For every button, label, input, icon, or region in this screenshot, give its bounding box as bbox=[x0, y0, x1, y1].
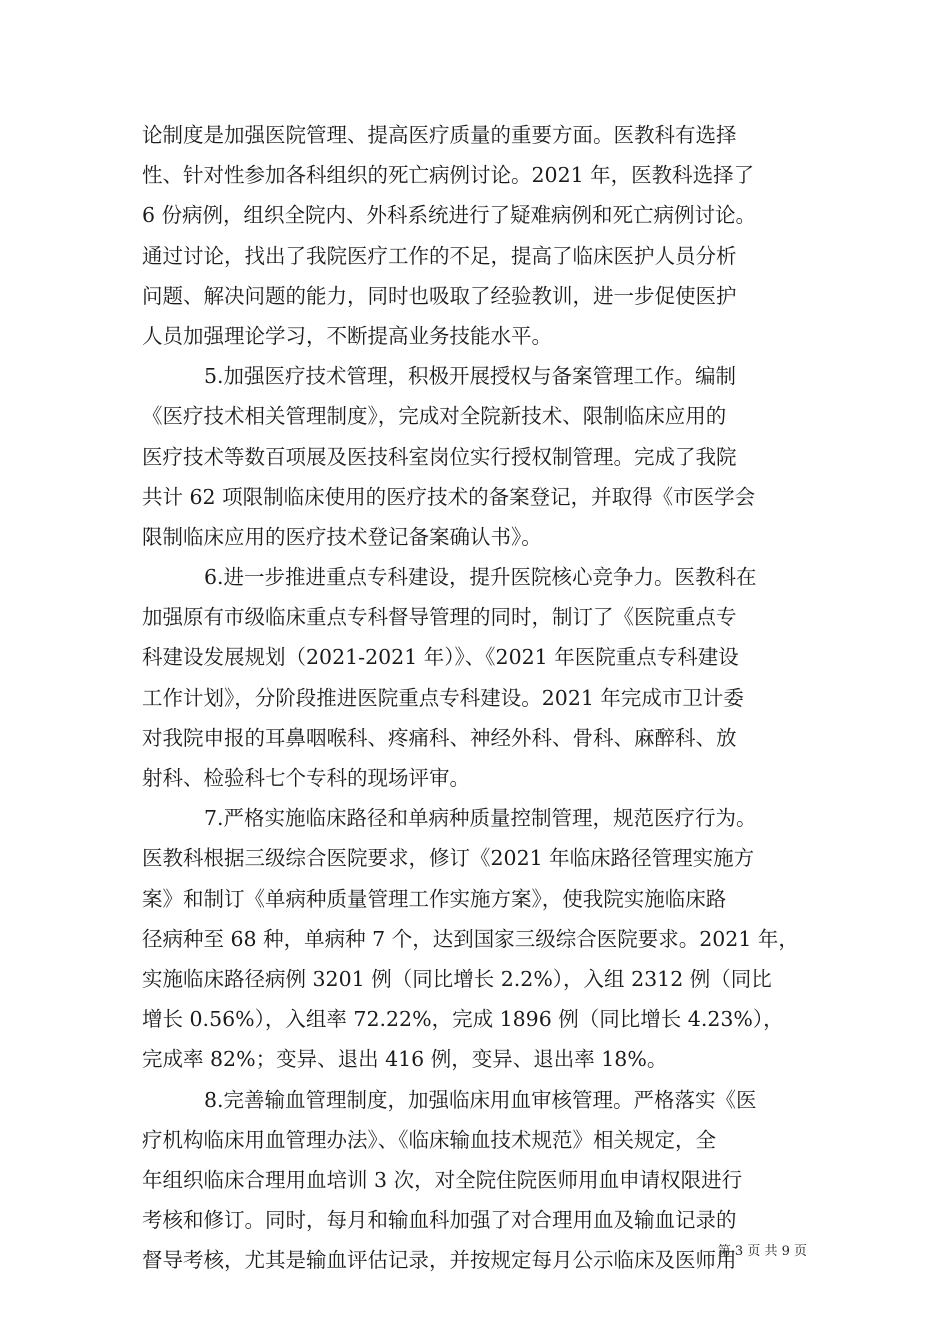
text-line: 加强原有市级临床重点专科督导管理的同时，制订了《医院重点专 bbox=[142, 605, 737, 630]
text-line: 共计 62 项限制临床使用的医疗技术的备案登记，并取得《市医学会 bbox=[142, 484, 756, 509]
page-number: 第 3 页 共 9 页 bbox=[717, 1244, 807, 1259]
text-line: 科建设发展规划（2021-2021 年）》、《2021 年医院重点专科建设 bbox=[142, 645, 739, 670]
text-line: 径病种至 68 种，单病种 7 个，达到国家三级综合医院要求。2021 年， bbox=[142, 926, 799, 951]
text-line: 人员加强理论学习，不断提高业务技能水平。 bbox=[142, 323, 552, 348]
text-line: 完成率 82%；变异、退出 416 例，变异、退出率 18%。 bbox=[142, 1047, 668, 1072]
text-line: 6 份病例，组织全院内、外科系统进行了疑难病例和死亡病例讨论。 bbox=[142, 203, 757, 228]
text-line: 工作计划》，分阶段推进医院重点专科建设。2021 年完成市卫计委 bbox=[142, 685, 744, 710]
text-line: 疗机构临床用血管理办法》、《临床输血技术规范》相关规定，全 bbox=[142, 1127, 716, 1152]
text-line: 年组织临床合理用血培训 3 次，对全院住院医师用血申请权限进行 bbox=[142, 1167, 743, 1192]
text-line: 性、针对性参加各科组织的死亡病例讨论。2021 年，医教科选择了 bbox=[142, 163, 755, 188]
text-line: 问题、解决问题的能力，同时也吸取了经验教训，进一步促使医护 bbox=[142, 283, 737, 308]
paragraph-start-line: 7.严格实施临床路径和单病种质量控制管理，规范医疗行为。 bbox=[204, 806, 757, 831]
text-line: 增长 0.56%），入组率 72.22%，完成 1896 例（同比增长 4.23%）， bbox=[142, 1007, 784, 1032]
text-line: 医疗技术等数百项展及医技科室岗位实行授权制管理。完成了我院 bbox=[142, 444, 737, 469]
text-line: 案》和制订《单病种质量管理工作实施方案》，使我院实施临床路 bbox=[142, 886, 727, 911]
paragraph-start-line: 6.进一步推进重点专科建设，提升医院核心竞争力。医教科在 bbox=[204, 565, 757, 590]
text-line: 考核和修订。同时，每月和输血科加强了对合理用血及输血记录的 bbox=[142, 1208, 737, 1233]
text-line: 实施临床路径病例 3201 例（同比增长 2.2%），入组 2312 例（同比 bbox=[142, 966, 772, 991]
text-line: 医教科根据三级综合医院要求，修订《2021 年临床路径管理实施方 bbox=[142, 846, 755, 871]
text-line: 督导考核，尤其是输血评估记录，并按规定每月公示临床及医师用 bbox=[142, 1248, 737, 1273]
text-line: 通过讨论，找出了我院医疗工作的不足，提高了临床医护人员分析 bbox=[142, 243, 737, 268]
text-line: 论制度是加强医院管理、提高医疗质量的重要方面。医教科有选择 bbox=[142, 123, 737, 147]
paragraph-start-line: 8.完善输血管理制度，加强临床用血审核管理。严格落实《医 bbox=[204, 1087, 757, 1112]
text-line: 限制临床应用的医疗技术登记备案确认书》。 bbox=[142, 524, 542, 549]
text-line: 射科、检验科七个专科的现场评审。 bbox=[142, 766, 470, 790]
text-line: 《医疗技术相关管理制度》，完成对全院新技术、限制临床应用的 bbox=[142, 404, 727, 429]
text-line: 对我院申报的耳鼻咽喉科、疼痛科、神经外科、骨科、麻醉科、放 bbox=[142, 725, 737, 750]
paragraph-start-line: 5.加强医疗技术管理，积极开展授权与备案管理工作。编制 bbox=[204, 364, 737, 389]
document-body bbox=[142, 115, 822, 1280]
